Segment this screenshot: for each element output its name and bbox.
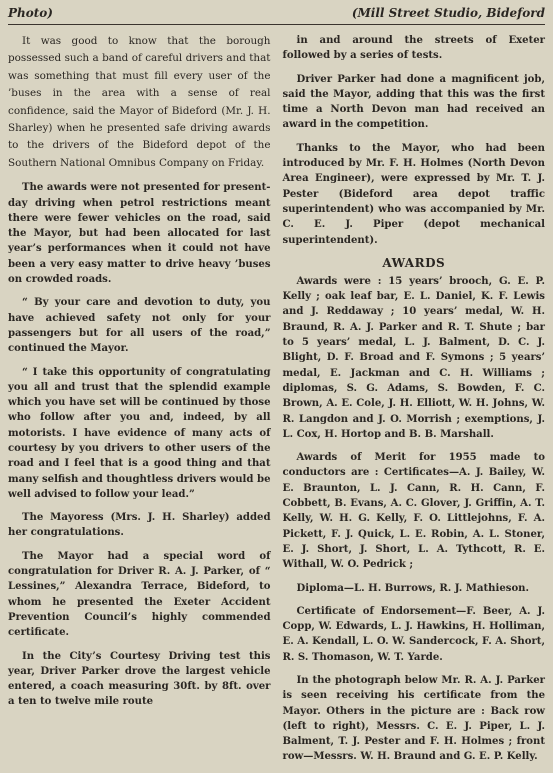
- awards-paragraph: Diploma—L. H. Burrows, R. J. Mathieson.: [296, 582, 530, 594]
- awards-paragraph: Certificate of Endorsement—F. Beer, A. J. Copp, W. Edwards, L. J. Hawkins, H. Holliman, E. A. Kendall, L. O. W. Sandercock, F. A. Short, R. S. Thomason, W. T. Yarde.: [282, 605, 545, 663]
- article-paragraph: The Mayoress (Mrs. J. H. Sharley) added her congratulations.: [8, 512, 271, 539]
- photo-description-paragraph: In the photograph below Mr. R. A. J. Parker is seen receiving his certificate from the Mayor. Others in the picture are : Back row (left to right), Messrs. C. E. J. Piper, L. J. Balment, T. J. Pester and F. H. Holmes ; front row—Messrs. W. H. Braund and G. E. P. Kelly.: [282, 674, 545, 763]
- article-paragraph: The awards were not presented for present-day driving when petrol restrictions meant there were fewer vehicles on the road, said the Mayor, but had been allocated for last year’s performances when it could not have been a very easy matter to drive heavy ’buses on crowded roads.: [8, 182, 271, 286]
- awards-heading: AWARDS: [382, 255, 446, 270]
- left-column: [8, 33, 271, 773]
- article-paragraph: Driver Parker had done a magnificent job, said the Mayor, adding that this was the first time a North Devon man had received an award in the competition.: [282, 73, 545, 131]
- article-paragraph: “ By your care and devotion to duty, you have achieved safety not only for your passengers but for all users of the road,” continued the Mayor.: [8, 297, 271, 355]
- photo-caption-row: [8, 4, 545, 25]
- article-paragraph: The Mayor had a special word of congratulation for Driver R. A. J. Parker, of “ Lessines,” Alexandra Terrace, Bideford, to whom he presented the Exeter Accident Prevention Council’s highly commended certificate.: [8, 550, 271, 639]
- awards-paragraph: Awards were : 15 years’ brooch, G. E. P. Kelly ; oak leaf bar, E. L. Daniel, K. F. Lewis and J. Reddaway ; 10 years’ medal, W. H. Braund, R. A. J. Parker and R. T. Shute ; bar to 5 years’ medal, L. J. Balment, D. C. J. Blight, D. F. Broad and F. Symons ; 5 years’ medal, E. Jackman and C. H. Williams ; diplomas, S. G. Adams, S. Bowden, F. C. Brown, A. E. Cole, J. H. Elliott, W. H. Johns, W. R. Langdon and J. O. Morrish ; exemptions, J. L. Cox, H. Hortop and B. B. Marshall.: [282, 275, 545, 440]
- article-paragraph: “ I take this opportunity of congratulating you all and trust that the splendid example which you have set will be continued by those who follow after you and, indeed, by all motorists. I have evidence of many acts of courtesy by you drivers to other users of the road and I feel that is a good thing and that many selfish and thoughtless drivers would be well advised to follow your lead.”: [8, 366, 271, 500]
- right-column: [283, 33, 546, 773]
- awards-paragraph: Awards of Merit for 1955 made to conductors are : Certificates—A. J. Bailey, W. E. Braunton, L. J. Cann, R. H. Cann, F. Cobbett, B. Evans, A. C. Glover, J. Griffin, A. T. Kelly, W. H. G. Kelly, F. O. Littlejohns, F. A. Pickett, F. J. Quick, L. E. Robin, A. L. Stoner, E. J. Short, J. Short, L. A. Tythcott, R. E. Withall, W. O. Pedrick ;: [282, 452, 545, 571]
- article-paragraph: In the City’s Courtesy Driving test this year, Driver Parker drove the largest vehicle entered, a coach measuring 30ft. by 8ft. over a ten to twelve mile route: [8, 650, 271, 708]
- article-paragraph: It was good to know that the borough possessed such a band of careful drivers and that was something that must fill every user of the ’buses in the area with a sense of real confidence, said the Mayor of Bideford (Mr. J. H. Sharley) when he presented safe driving awards to the drivers of the Bideford depot of the Southern National Omnibus Company on Friday.: [8, 35, 271, 169]
- photo-caption-left: Photo): [8, 6, 53, 20]
- article-paragraph: in and around the streets of Exeter followed by a series of tests.: [282, 35, 545, 62]
- article-paragraph: Thanks to the Mayor, who had been introduced by Mr. F. H. Holmes (North Devon Area Engineer), were expressed by Mr. T. J. Pester (Bideford area depot traffic superintendent) who was accompanied by Mr. C. E. J. Piper (depot mechanical superintendent).: [282, 142, 545, 246]
- photo-caption-right: (Mill Street Studio, Bideford: [351, 6, 545, 20]
- article-columns: [8, 33, 545, 773]
